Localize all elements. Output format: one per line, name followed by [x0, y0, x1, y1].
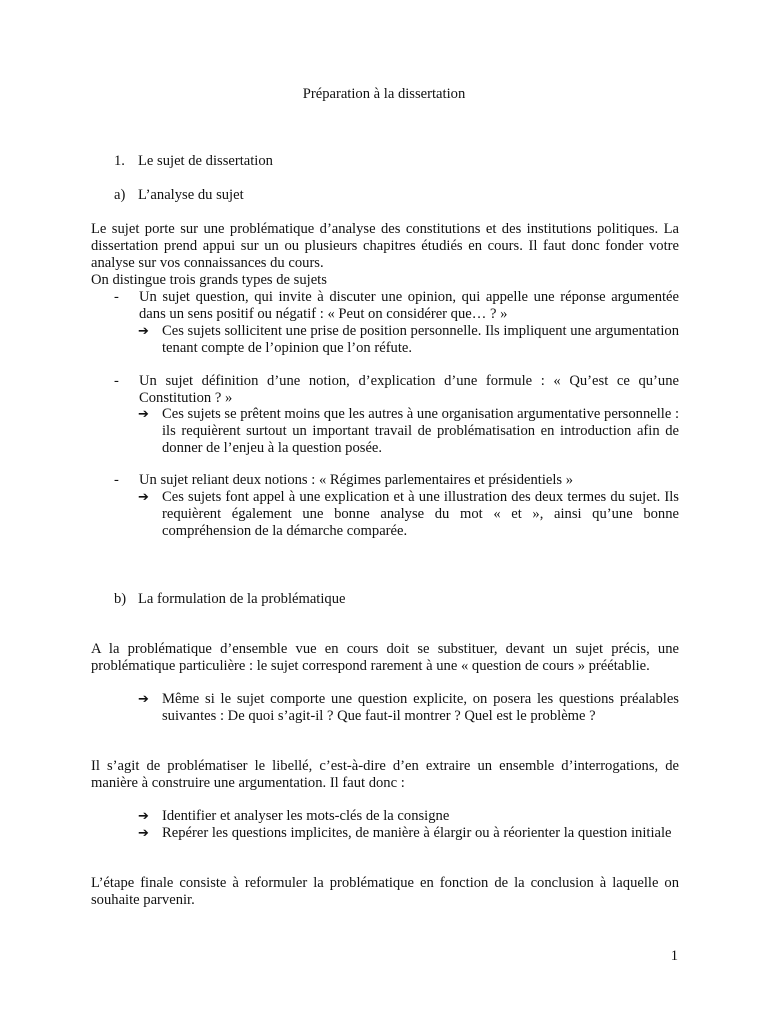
paragraph-problematique: A la problématique d’ensemble vue en cours doit se substituer, devant un sujet précis, une problématique particulière : le sujet correspond rarement à une « question de cours » préétablie.: [91, 641, 679, 674]
subsection-heading-b: [114, 591, 346, 608]
section-heading-1: [114, 153, 273, 170]
arrow-note: [138, 323, 679, 357]
arrow-note: [138, 489, 679, 540]
list-item: [114, 472, 679, 489]
arrow-right-icon: ➔: [138, 324, 149, 339]
arrow-right-icon: ➔: [138, 692, 149, 707]
step-text: Identifier et analyser les mots-clés de la consigne: [162, 808, 450, 824]
arrow-note-text: Ces sujets font appel à une explication et à une illustration des deux termes du sujet. Ils requièrent également une bonne analyse du mot « et », ainsi qu’une bonne compréhension de la démarche comparée.: [162, 489, 679, 539]
arrow-right-icon: ➔: [138, 490, 149, 505]
section-label: Le sujet de dissertation: [138, 153, 273, 169]
arrow-step: [138, 808, 679, 825]
arrow-note-text: Ces sujets se prêtent moins que les autres à une organisation argumentative personnelle : ils requièrent surtout un important travail de problématisation en introduction afin de donner de l’enjeu à la question posée.: [162, 406, 680, 456]
list-item: [114, 373, 679, 407]
dash-bullet: -: [114, 289, 119, 305]
subsection-letter: b): [114, 591, 127, 607]
subsection-letter: a): [114, 187, 126, 203]
arrow-note-text: Même si le sujet comporte une question explicite, on posera les questions préalables suivantes : De quoi s’agit-il ? Que faut-il montrer ? Quel est le problème ?: [162, 691, 679, 724]
step-text: Repérer les questions implicites, de manière à élargir ou à réorienter la question initiale: [162, 825, 672, 841]
arrow-step: [138, 825, 679, 842]
paragraph-final: L’étape finale consiste à reformuler la problématique en fonction de la conclusion à laquelle on souhaite parvenir.: [91, 875, 679, 908]
section-number: 1.: [114, 153, 125, 169]
list-item-text: Un sujet définition d’une notion, d’explication d’une formule : « Qu’est ce qu’une Constitution ? »: [139, 373, 679, 406]
subsection-heading-a: [114, 187, 244, 204]
arrow-note-text: Ces sujets sollicitent une prise de position personnelle. Ils impliquent une argumentation tenant compte de l’opinion que l’on réfute.: [162, 323, 679, 356]
arrow-note: [138, 406, 679, 457]
list-item-text: Un sujet question, qui invite à discuter une opinion, qui appelle une réponse argumentée dans un sens positif ou négatif : « Peut on considérer que… ? »: [139, 289, 679, 322]
dash-bullet: -: [114, 472, 119, 488]
page-number: 1: [670, 948, 678, 964]
subsection-label: L’analyse du sujet: [138, 187, 244, 203]
list-item-text: Un sujet reliant deux notions : « Régimes parlementaires et présidentiels »: [139, 472, 574, 488]
paragraph-types-intro: On distingue trois grands types de sujets: [91, 272, 327, 288]
dash-bullet: -: [114, 373, 119, 389]
paragraph-intro: Le sujet porte sur une problématique d’analyse des constitutions et des institutions politiques. La dissertation prend appui sur un ou plusieurs chapitres étudiés en cours. Il faut donc fonder votre analyse sur vos connaissances du cours.: [91, 221, 679, 271]
subsection-label: La formulation de la problématique: [138, 591, 346, 607]
arrow-note: [138, 691, 679, 725]
page-title: Préparation à la dissertation: [302, 86, 466, 102]
list-item: [114, 289, 679, 323]
arrow-right-icon: ➔: [138, 809, 149, 824]
paragraph-problematiser: Il s’agit de problématiser le libellé, c’est-à-dire d’en extraire un ensemble d’interrogations, de manière à construire une argumentation. Il faut donc :: [91, 758, 679, 791]
arrow-right-icon: ➔: [138, 826, 149, 841]
arrow-right-icon: ➔: [138, 407, 149, 422]
